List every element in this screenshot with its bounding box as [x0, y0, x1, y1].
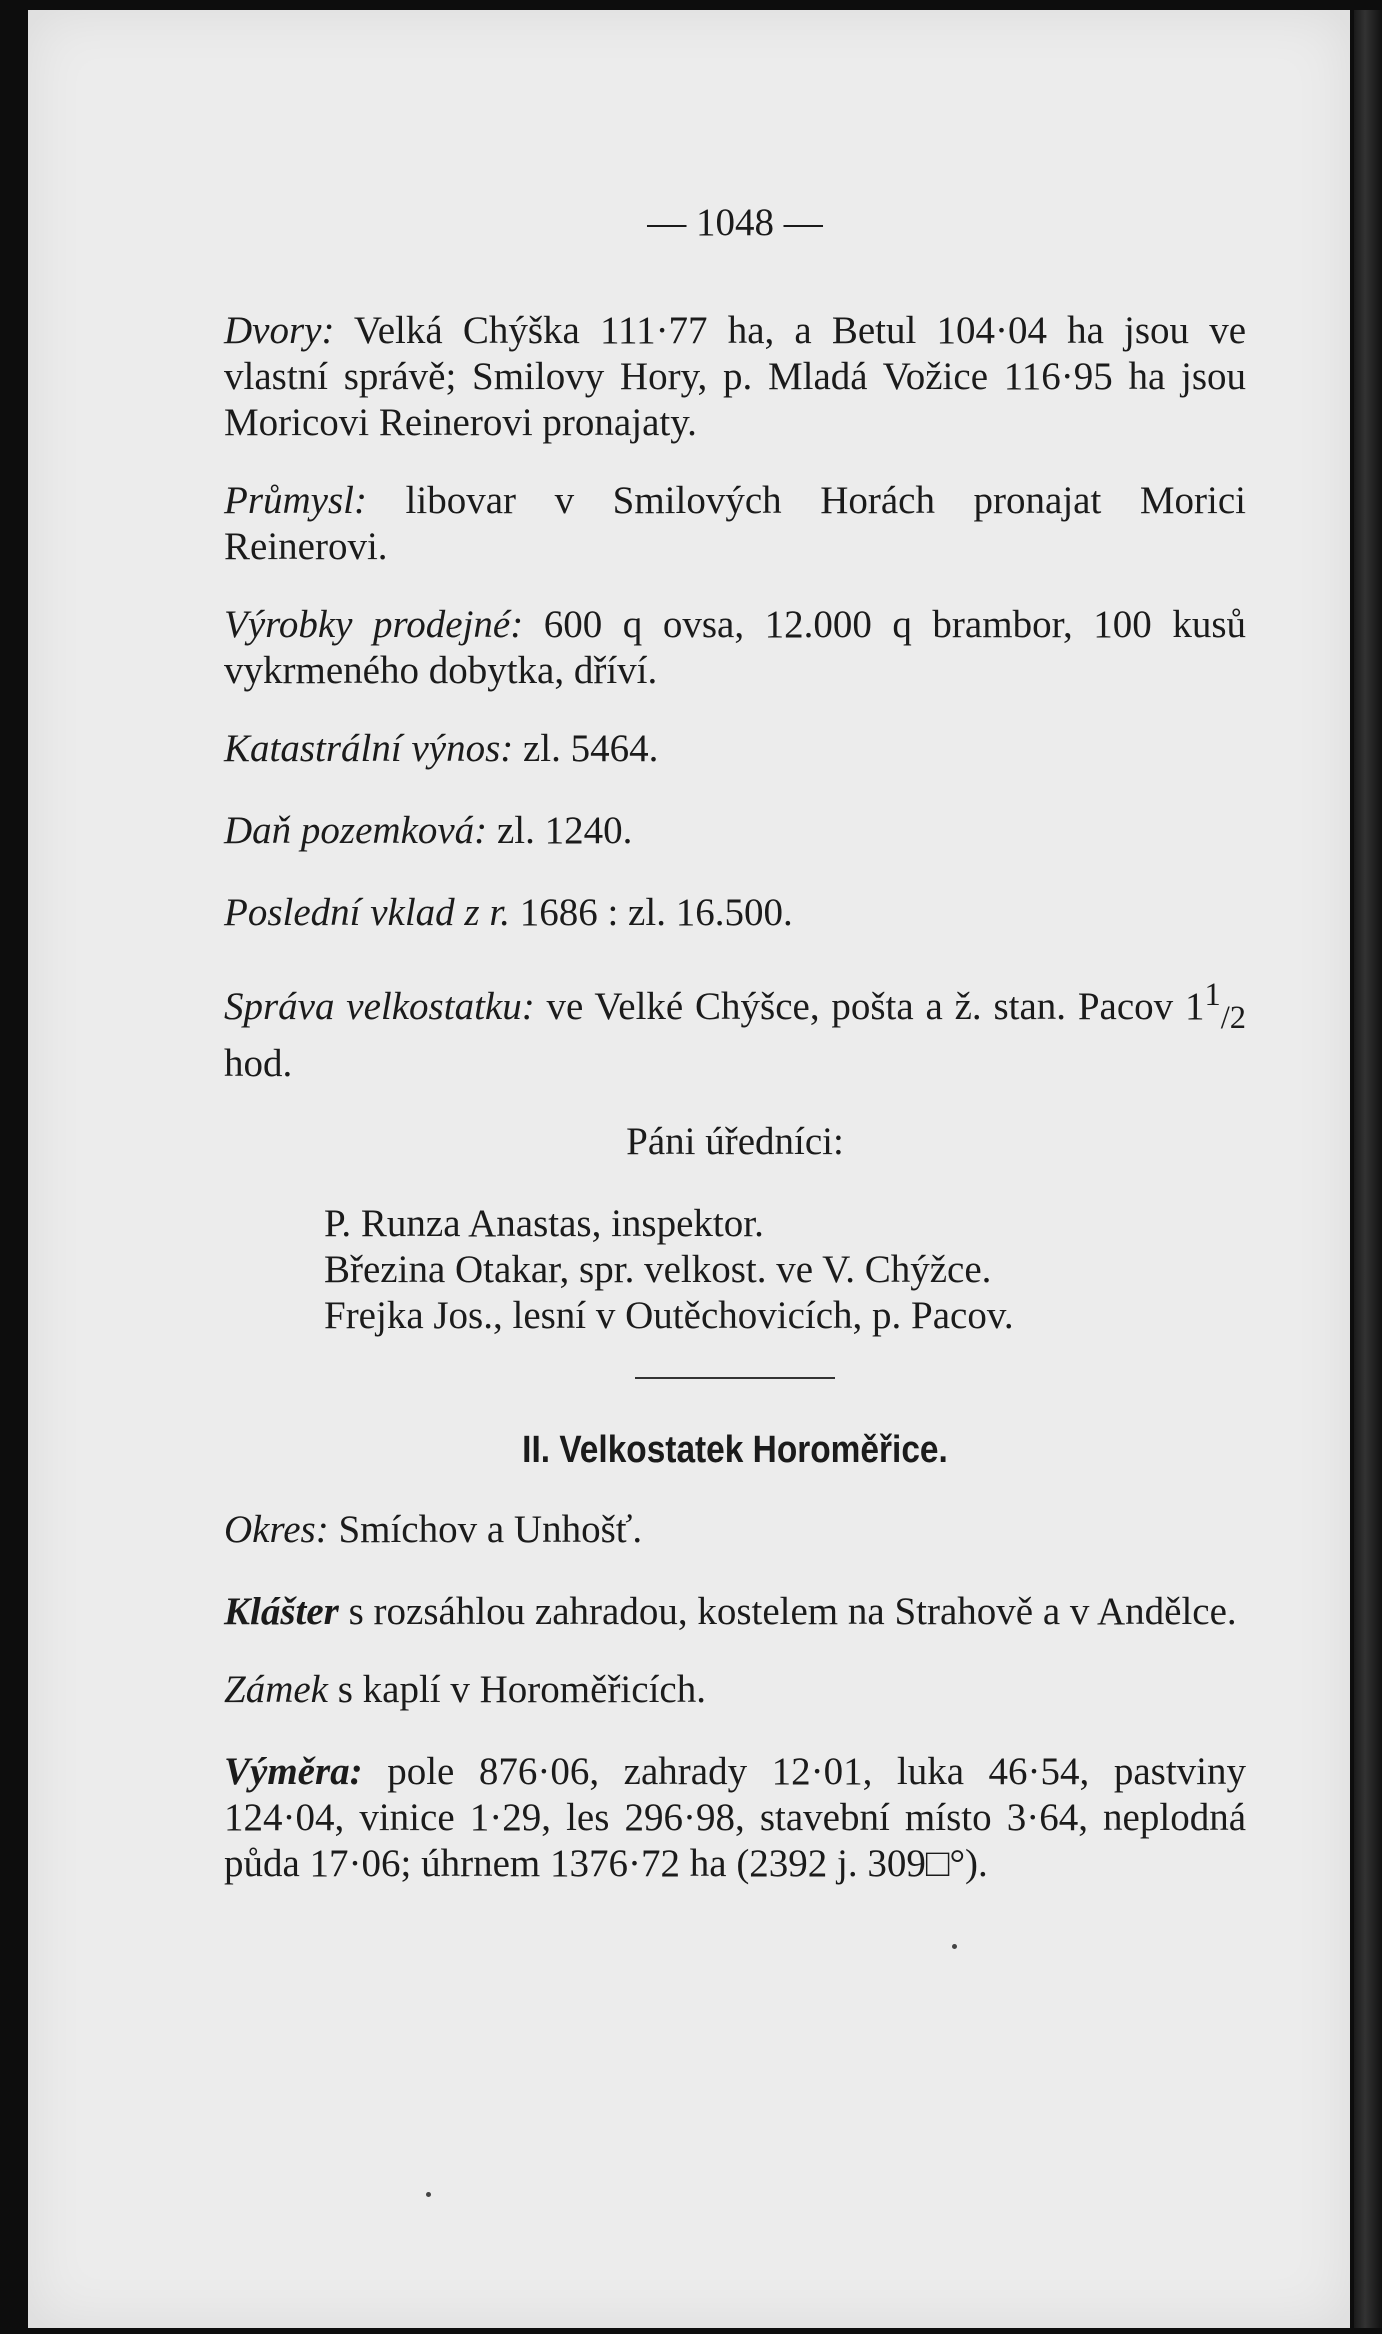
- klaster-label: Klášter: [224, 1589, 339, 1633]
- dvory-label: Dvory:: [224, 309, 335, 352]
- sprava-time-sub: /2: [1220, 999, 1247, 1036]
- vymera-text: pole 876·06, zahrady 12·01, luka 46·54, pastviny 124·04, vinice 1·29, les 296·98, stavební místo 3·64, neplodná půda 17·06; úhrnem 1376·72 ha (2392 j. 309□°).: [224, 1749, 1246, 1885]
- vymera-label: Výměra:: [224, 1749, 363, 1793]
- speck: [952, 1944, 957, 1949]
- sprava-label: Správa velkostatku:: [224, 985, 535, 1028]
- speck: [426, 2192, 431, 2197]
- zamek-label: Zámek: [224, 1667, 328, 1711]
- prumysl-paragraph: [224, 478, 1246, 570]
- official-line: P. Runza Anastas, inspektor.: [324, 1201, 764, 1245]
- dan-text: zl. 1240.: [496, 809, 633, 852]
- vklad-paragraph: [224, 890, 1246, 936]
- okres-paragraph: [224, 1507, 1246, 1553]
- vklad-label: Poslední vklad z r.: [224, 891, 510, 934]
- vyrobky-text: 600 q ovsa, 12.000 q brambor, 100 kusů vykrmeného dobytka, dříví.: [224, 603, 1247, 692]
- page-scan: [28, 10, 1350, 2328]
- zamek-text: s kaplí v Horoměřicích.: [337, 1667, 706, 1711]
- page-number: — 1048 —: [647, 201, 823, 244]
- vklad-text: 1686 : zl. 16.500.: [519, 891, 793, 934]
- vyrobky-paragraph: [224, 602, 1246, 694]
- dan-label: Daň pozemková:: [224, 809, 488, 852]
- sprava-paragraph: [224, 972, 1246, 1087]
- official-line: Frejka Jos., lesní v Outěchovicích, p. Pacov.: [324, 1293, 1014, 1337]
- prumysl-text: libovar v Smilových Horách pronajat Morici Reinerovi.: [224, 479, 1247, 568]
- katastr-label: Katastrální výnos:: [224, 727, 514, 770]
- dvory-text: Velká Chýška 111·77 ha, a Betul 104·04 ha jsou ve vlastní správě; Smilovy Hory, p. Mladá Vožice 116·95 ha jsou Moricovi Reinerovi pronajaty.: [224, 309, 1247, 444]
- sprava-time: 1: [1184, 985, 1205, 1028]
- officials-title: Páni úředníci:: [626, 1119, 844, 1163]
- dvory-paragraph: [224, 308, 1246, 446]
- katastr-paragraph: [224, 726, 1246, 772]
- okres-label: Okres:: [224, 1507, 329, 1551]
- vyrobky-label: Výrobky prodejné:: [224, 603, 524, 646]
- katastr-text: zl. 5464.: [523, 727, 659, 770]
- klaster-text: s rozsáhlou zahradou, kostelem na Strahově a v Andělce.: [348, 1589, 1237, 1633]
- page-edge-shadow: [1354, 10, 1382, 2328]
- sprava-text: ve Velké Chýšce, pošta a ž. stan. Pacov: [546, 985, 1174, 1028]
- prumysl-label: Průmysl:: [224, 479, 367, 522]
- sprava-time-sup: 1: [1204, 977, 1221, 1013]
- okres-text: Smíchov a Unhošť.: [338, 1507, 643, 1551]
- zamek-paragraph: [224, 1667, 1246, 1713]
- page-content: [224, 200, 1246, 1919]
- section-divider: [635, 1377, 835, 1379]
- klaster-paragraph: [224, 1589, 1246, 1635]
- section-heading: II. Velkostatek Horoměřice.: [522, 1428, 948, 1471]
- dan-paragraph: [224, 808, 1246, 854]
- vymera-paragraph: [224, 1749, 1246, 1887]
- official-line: Březina Otakar, spr. velkost. ve V. Chýžce.: [324, 1247, 992, 1291]
- sprava-time-unit: hod.: [224, 1041, 293, 1085]
- officials-list: [224, 1201, 1246, 1339]
